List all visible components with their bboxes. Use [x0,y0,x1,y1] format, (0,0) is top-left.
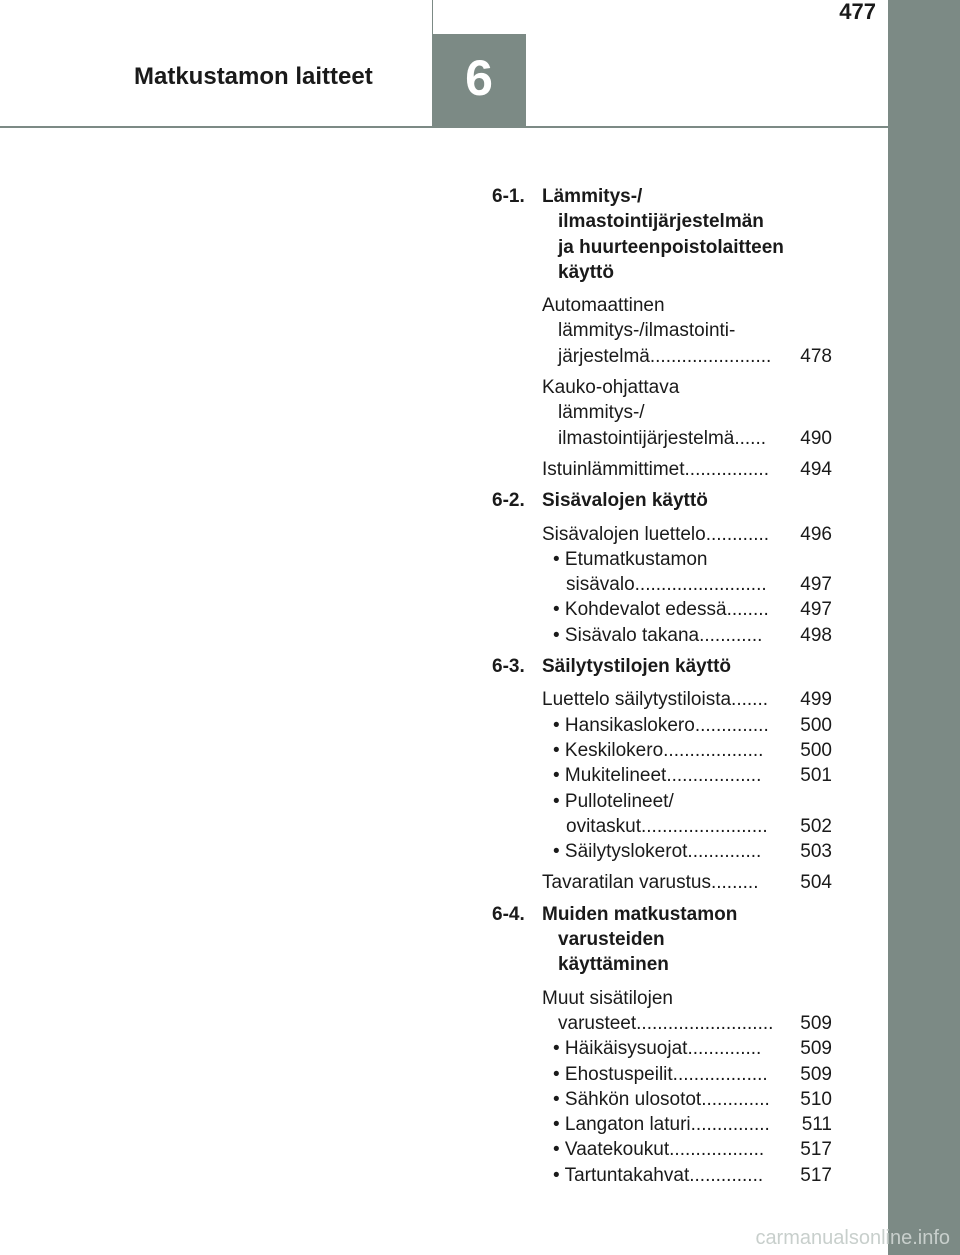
toc-subentry[interactable] [553,1137,832,1162]
toc-leader-dots: ................... [663,739,764,761]
toc-page-number: 511 [801,1114,832,1136]
toc-entry-text: • Sähkön ulosotot [553,1088,702,1110]
toc-entry[interactable] [542,375,832,451]
toc-entry-last-line [542,344,832,369]
toc-entry-last-line [542,426,832,451]
toc-entry-line: Automaattinen [542,295,665,317]
toc-entry-text: • Tartuntakahvat [553,1164,690,1186]
toc-entry-row [542,687,832,712]
toc-entry-text: varusteet [558,1012,637,1034]
toc-entry-row [553,763,832,788]
toc-entry-row [542,522,832,547]
toc-leader-dots: .............. [687,841,762,863]
toc-entry-row [553,1062,832,1087]
toc-section-title-line: Muiden matkustamon [542,903,738,925]
toc-entry-text: ovitaskut [566,815,641,837]
toc-section-number: 6-3. [492,656,525,678]
toc-entry-row [553,1112,832,1137]
toc-section-heading [492,902,832,978]
toc-entry-text: • Langaton laturi [553,1114,691,1136]
toc-page-number: 510 [800,1088,832,1110]
toc-section-title-line: käyttäminen [558,954,669,976]
toc-subentry[interactable] [553,1087,832,1112]
toc-entry-text: Sisävalojen luettelo [542,523,706,545]
toc-entry-text: • Häikäisysuojat [553,1038,688,1060]
toc-subentry[interactable] [553,547,832,598]
chapter-number-box [432,34,526,127]
toc-section-title [542,902,832,978]
chapter-side-bar [888,0,960,1255]
toc-entry-last-line [542,1011,832,1036]
toc-section [492,902,832,1188]
toc-page-number: 517 [800,1164,832,1186]
toc-section-title [542,184,832,285]
toc-subentry[interactable] [553,597,832,622]
toc-entry-row [566,572,832,597]
toc-leader-dots: ............ [699,624,763,646]
toc-section-title-line: Lämmitys-/ [542,186,643,207]
toc-leader-dots: .............. [687,1038,762,1060]
toc-page-number: 503 [800,841,832,863]
toc-entry-row [553,1087,832,1112]
toc-section [492,184,832,482]
toc-entry-text: Tavaratilan varustus [542,872,711,894]
toc-subentry-last-line [553,572,832,597]
toc-leader-dots: ............ [705,523,770,545]
toc-entry-text: • Kohdevalot edessä [553,599,727,621]
toc-entry[interactable] [542,293,832,369]
toc-page-number: 478 [800,345,832,367]
toc-entries [542,986,832,1188]
toc-section-title-line: käyttö [558,261,614,283]
toc-subentry[interactable] [553,789,832,840]
toc-page-number: 502 [800,815,832,837]
toc-entry-text: Istuinlämmittimet [542,458,685,480]
toc-section-title-line: Sisävalojen käyttö [542,490,708,512]
toc-section-heading [492,654,832,679]
watermark: carmanualsonline.info [755,1227,950,1249]
toc-section-number: 6-1. [492,186,525,207]
toc-page-number: 509 [800,1038,832,1060]
toc-subentry-line: • Pullotelineet/ [553,790,674,812]
toc-leader-dots: ................ [684,458,769,480]
toc-subentry[interactable] [553,713,832,738]
toc-entry-text: • Ehostuspeilit [553,1063,673,1085]
toc-subentry[interactable] [553,1036,832,1061]
toc-subentries [553,1036,832,1188]
toc-entry-text: Luettelo säilytystiloista [542,689,732,711]
toc-entry-text: • Sisävalo takana [553,624,700,646]
toc-entry-text: • Keskilokero [553,739,664,761]
toc-entry-row [553,1163,832,1188]
toc-entry-text: • Säilytyslokerot [553,841,688,863]
toc-entry-text: • Hansikaslokero [553,714,695,736]
toc-leader-dots: ......... [710,872,759,894]
toc-subentry[interactable] [553,763,832,788]
toc-entry-line: lämmitys-/ [558,402,645,424]
toc-section-heading [492,184,832,285]
toc-page-number: 509 [800,1063,832,1085]
toc-entry-row [553,623,832,648]
toc-subentry[interactable] [553,839,832,864]
toc-entry-line: Muut sisätilojen [542,987,673,1009]
toc-subentry[interactable] [553,1163,832,1188]
toc-subentry[interactable] [553,623,832,648]
toc-entry-line: Kauko-ohjattava [542,377,680,399]
toc-page-number: 497 [800,599,832,621]
toc-subentry[interactable] [553,1062,832,1087]
toc-entry[interactable] [542,870,832,895]
toc-leader-dots: ......................... [634,574,767,596]
toc-leader-dots: .............. [694,714,769,736]
toc-page-number: 504 [800,872,832,894]
toc-page-number: 496 [800,523,832,545]
toc-leader-dots: ........ [726,599,769,621]
toc-entry[interactable] [542,687,832,864]
toc-section-number: 6-4. [492,903,525,925]
toc-section-title-line: varusteiden [558,929,665,951]
toc-subentry-last-line [553,814,832,839]
toc-page-number: 497 [800,574,832,596]
toc-entry-line: lämmitys-/ilmastointi- [558,320,736,342]
toc-section-number: 6-2. [492,490,525,512]
toc-section-title [542,654,832,679]
toc-page-number: 498 [800,624,832,646]
toc-entry-text: sisävalo [566,574,635,596]
toc-leader-dots: ............... [690,1114,770,1136]
toc-subentries [553,713,832,865]
toc-page-number: 509 [800,1012,832,1034]
toc-entry[interactable] [542,457,832,482]
toc-section-title-line: ilmastointijärjestelmän [558,211,764,233]
toc-entry-row [558,1011,832,1036]
toc-entry-row [542,457,832,482]
toc-page-number: 500 [800,714,832,736]
toc-subentry-line: • Etumatkustamon [553,548,708,570]
header-divider-vertical [432,0,433,34]
toc-entry[interactable] [542,522,832,648]
toc-entry-text: järjestelmä [558,345,650,367]
toc-section-title-line: Säilytystilojen käyttö [542,656,732,678]
toc-entries [542,687,832,895]
toc-leader-dots: .................. [672,1063,768,1085]
chapter-number: 6 [465,50,493,106]
toc-leader-dots: .......................... [636,1012,774,1034]
toc-page-number: 494 [800,458,832,480]
toc-subentry[interactable] [553,1112,832,1137]
toc-entry-row [553,738,832,763]
toc-page-number: 501 [800,765,832,787]
toc-entries [542,293,832,482]
toc-leader-dots: ........................ [640,815,768,837]
toc-entry-row [558,426,832,451]
toc-section [492,488,832,648]
toc-entry-text: • Mukitelineet [553,765,667,787]
toc-entry[interactable] [542,986,832,1188]
table-of-contents [492,184,832,1194]
toc-page-number: 490 [800,427,832,449]
toc-page-number: 500 [800,739,832,761]
toc-section [492,654,832,896]
toc-leader-dots: ....................... [649,345,772,367]
toc-entry-row [542,870,832,895]
toc-entry-text: ilmastointijärjestelmä [558,427,735,449]
toc-leader-dots: ...... [734,427,767,449]
toc-page-number: 499 [800,689,832,711]
toc-entry-row [553,1137,832,1162]
toc-leader-dots: .............. [689,1164,764,1186]
toc-entry-row [558,344,832,369]
toc-section-title [542,488,832,513]
toc-leader-dots: .................. [666,765,762,787]
toc-entry-row [566,814,832,839]
chapter-title: Matkustamon laitteet [134,63,373,90]
toc-entry-row [553,839,832,864]
toc-section-heading [492,488,832,513]
toc-entry-row [553,1036,832,1061]
toc-subentry[interactable] [553,738,832,763]
toc-subentries [553,547,832,648]
toc-leader-dots: ............. [701,1088,770,1110]
toc-entry-row [553,597,832,622]
toc-entry-row [553,713,832,738]
toc-entries [542,522,832,648]
toc-section-title-line: ja huurteenpoistolaitteen [558,236,784,258]
toc-entry-text: • Vaatekoukut [553,1139,670,1161]
toc-page-number: 517 [800,1139,832,1161]
page-number: 477 [839,0,876,24]
toc-leader-dots: ....... [731,689,768,711]
toc-leader-dots: .................. [669,1139,765,1161]
